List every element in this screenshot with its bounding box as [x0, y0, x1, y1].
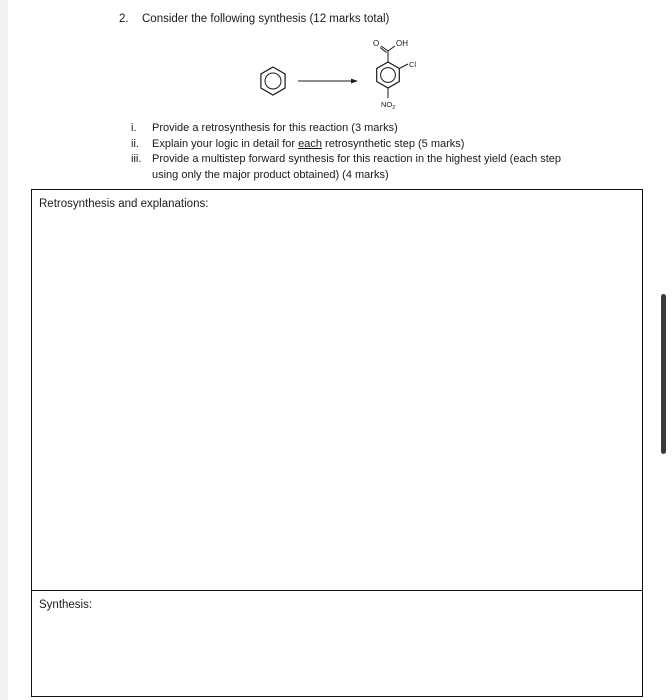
retrosynthesis-answer-box[interactable] [31, 189, 643, 591]
task-item-2 [131, 137, 562, 153]
emphasis-each: each [298, 137, 322, 150]
chloro-label: Cl [409, 60, 417, 69]
task-text: Provide a retrosynthesis for this reaction (3 marks) [152, 122, 398, 134]
task-number: i. [131, 122, 137, 134]
retrosynthesis-label: Retrosynthesis and explanations: [39, 198, 209, 210]
task-item-3 [131, 152, 562, 183]
task-item-1 [131, 121, 562, 137]
hydroxyl-label: OH [396, 39, 408, 48]
task-text: Explain your logic in detail for each retrosynthetic step (5 marks) [152, 137, 465, 150]
nitro-label: $NO_2$ [381, 100, 396, 111]
synthesis-label: Synthesis: [39, 599, 93, 611]
carbonyl-oxygen-label: O [373, 39, 380, 48]
product-ring-icon [377, 46, 408, 98]
scrollbar-thumb[interactable] [661, 294, 666, 454]
question-number: 2. [119, 13, 129, 25]
reaction-scheme [250, 34, 450, 120]
reaction-arrow-icon [298, 79, 358, 84]
task-number: ii. [131, 137, 139, 150]
synthesis-answer-box[interactable] [31, 590, 643, 697]
page-edge-strip [0, 0, 8, 700]
task-text: Provide a multistep forward synthesis for this reaction in the highest yield (each step using only the major product obtained) (4 marks) [152, 153, 562, 181]
question-title: Consider the following synthesis (12 marks total) [142, 13, 390, 25]
task-list [131, 121, 562, 183]
benzene-ring-icon [261, 67, 285, 95]
task-number: iii. [131, 153, 142, 165]
